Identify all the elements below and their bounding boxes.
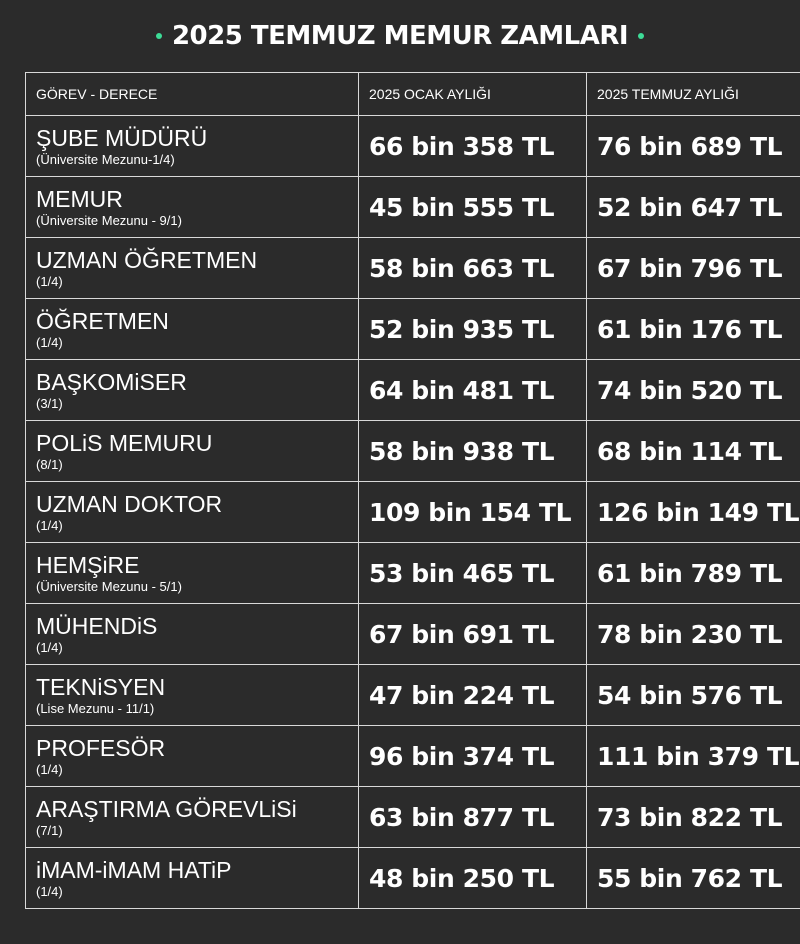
table-row (26, 238, 800, 299)
cell-temmuz (587, 360, 800, 421)
salary-table (25, 72, 800, 909)
temmuz-salary: 52 bin 647 TL (597, 192, 783, 222)
header-row (26, 73, 800, 116)
role-name: BAŞKOMiSER (36, 368, 187, 395)
temmuz-salary: 67 bin 796 TL (597, 253, 783, 283)
temmuz-salary: 73 bin 822 TL (597, 802, 783, 832)
cell-role (26, 665, 359, 726)
cell-role (26, 299, 359, 360)
cell-ocak (359, 177, 587, 238)
role-name: POLiS MEMURU (36, 429, 213, 456)
accent-dot-right-icon (638, 33, 644, 39)
table-row (26, 726, 800, 787)
cell-temmuz (587, 848, 800, 909)
role-grade: (1/4) (36, 273, 63, 289)
table-row (26, 848, 800, 909)
accent-dot-left-icon (156, 33, 162, 39)
cell-ocak (359, 665, 587, 726)
role-name: UZMAN DOKTOR (36, 490, 223, 517)
cell-role (26, 360, 359, 421)
temmuz-salary: 68 bin 114 TL (597, 436, 783, 466)
cell-ocak (359, 421, 587, 482)
ocak-salary: 58 bin 663 TL (369, 253, 555, 283)
cell-role (26, 116, 359, 177)
cell-ocak (359, 726, 587, 787)
table-row (26, 360, 800, 421)
cell-role (26, 421, 359, 482)
table-row (26, 299, 800, 360)
temmuz-salary: 54 bin 576 TL (597, 680, 783, 710)
table-row (26, 604, 800, 665)
temmuz-salary: 126 bin 149 TL (597, 497, 800, 527)
role-grade: (7/1) (36, 822, 63, 838)
ocak-salary: 96 bin 374 TL (369, 741, 555, 771)
ocak-salary: 109 bin 154 TL (369, 497, 572, 527)
cell-ocak (359, 238, 587, 299)
table-row (26, 116, 800, 177)
cell-ocak (359, 787, 587, 848)
role-name: PROFESÖR (36, 734, 166, 761)
temmuz-salary: 55 bin 762 TL (597, 863, 783, 893)
role-grade: (Üniversite Mezunu - 5/1) (36, 578, 182, 594)
cell-ocak (359, 299, 587, 360)
header-ocak: 2025 OCAK AYLIĞI (359, 73, 587, 116)
cell-temmuz (587, 543, 800, 604)
ocak-salary: 48 bin 250 TL (369, 863, 555, 893)
cell-temmuz (587, 482, 800, 543)
role-name: UZMAN ÖĞRETMEN (36, 246, 258, 273)
page-title-wrap (156, 21, 644, 51)
cell-temmuz (587, 421, 800, 482)
cell-temmuz (587, 604, 800, 665)
temmuz-salary: 78 bin 230 TL (597, 619, 783, 649)
cell-role (26, 543, 359, 604)
table-row (26, 421, 800, 482)
role-grade: (1/4) (36, 517, 63, 533)
cell-role (26, 177, 359, 238)
cell-temmuz (587, 238, 800, 299)
header-temmuz: 2025 TEMMUZ AYLIĞI (587, 73, 800, 116)
role-name: TEKNiSYEN (36, 673, 166, 700)
page-title: 2025 TEMMUZ MEMUR ZAMLARI (171, 21, 629, 51)
cell-role (26, 482, 359, 543)
cell-role (26, 848, 359, 909)
cell-role (26, 787, 359, 848)
ocak-salary: 63 bin 877 TL (369, 802, 555, 832)
role-grade: (Üniversite Mezunu - 9/1) (36, 212, 182, 228)
cell-temmuz (587, 787, 800, 848)
role-name: MÜHENDiS (36, 612, 158, 639)
cell-role (26, 238, 359, 299)
role-name: ŞUBE MÜDÜRÜ (36, 124, 208, 151)
role-grade: (Lise Mezunu - 11/1) (36, 700, 155, 716)
role-name: ARAŞTIRMA GÖREVLiSi (36, 795, 297, 822)
role-name: MEMUR (36, 185, 123, 212)
cell-ocak (359, 604, 587, 665)
title-bar (0, 0, 800, 72)
role-name: iMAM-iMAM HATiP (36, 856, 232, 883)
ocak-salary: 67 bin 691 TL (369, 619, 555, 649)
ocak-salary: 58 bin 938 TL (369, 436, 555, 466)
temmuz-salary: 111 bin 379 TL (597, 741, 800, 771)
role-grade: (1/4) (36, 883, 63, 899)
cell-temmuz (587, 665, 800, 726)
ocak-salary: 52 bin 935 TL (369, 314, 555, 344)
role-grade: (8/1) (36, 456, 63, 472)
role-name: ÖĞRETMEN (36, 307, 169, 334)
table-row (26, 177, 800, 238)
cell-temmuz (587, 177, 800, 238)
temmuz-salary: 61 bin 176 TL (597, 314, 783, 344)
role-grade: (1/4) (36, 639, 63, 655)
role-grade: (1/4) (36, 334, 63, 350)
cell-ocak (359, 482, 587, 543)
table-row (26, 482, 800, 543)
cell-temmuz (587, 299, 800, 360)
temmuz-salary: 74 bin 520 TL (597, 375, 783, 405)
ocak-salary: 66 bin 358 TL (369, 131, 555, 161)
cell-ocak (359, 543, 587, 604)
temmuz-salary: 76 bin 689 TL (597, 131, 783, 161)
cell-ocak (359, 116, 587, 177)
ocak-salary: 53 bin 465 TL (369, 558, 555, 588)
cell-ocak (359, 360, 587, 421)
ocak-salary: 47 bin 224 TL (369, 680, 555, 710)
ocak-salary: 45 bin 555 TL (369, 192, 555, 222)
cell-temmuz (587, 116, 800, 177)
role-grade: (3/1) (36, 395, 63, 411)
cell-ocak (359, 848, 587, 909)
cell-role (26, 604, 359, 665)
cell-role (26, 726, 359, 787)
temmuz-salary: 61 bin 789 TL (597, 558, 783, 588)
role-grade: (Üniversite Mezunu-1/4) (36, 151, 175, 167)
table-row (26, 543, 800, 604)
role-grade: (1/4) (36, 761, 63, 777)
header-role: GÖREV - DERECE (26, 73, 359, 116)
role-name: HEMŞiRE (36, 551, 140, 578)
cell-temmuz (587, 726, 800, 787)
table-row (26, 665, 800, 726)
ocak-salary: 64 bin 481 TL (369, 375, 555, 405)
table-row (26, 787, 800, 848)
